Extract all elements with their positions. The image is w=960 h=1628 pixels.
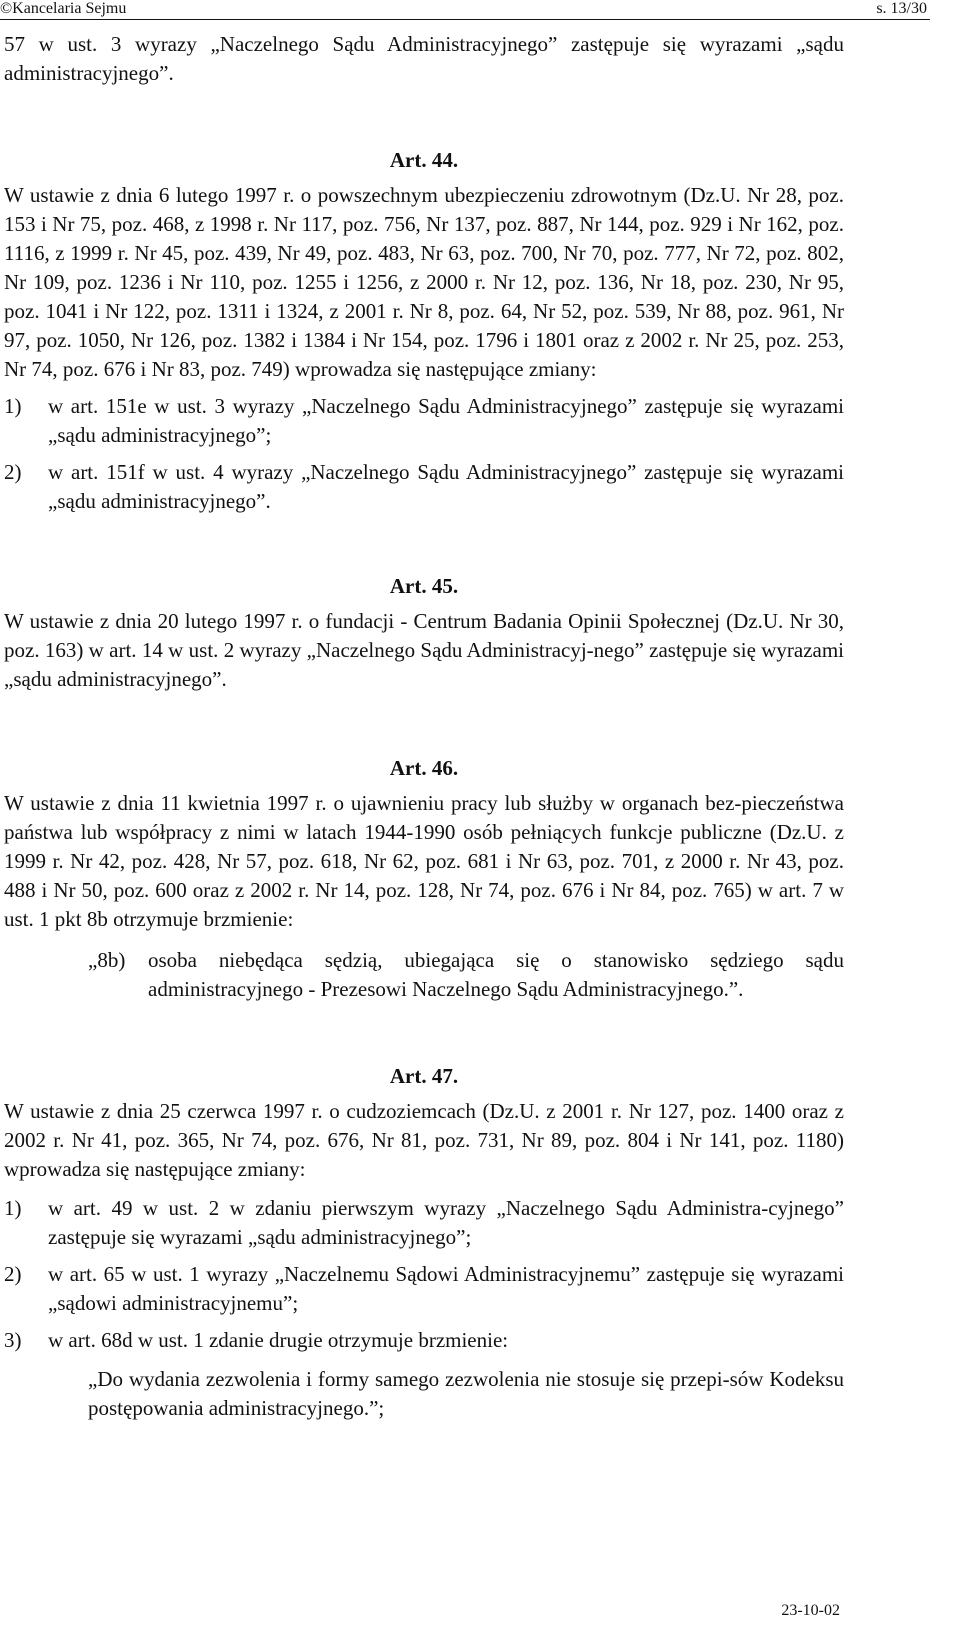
publisher-label: ©Kancelaria Sejmu	[0, 0, 127, 17]
quote-text: osoba niebędąca sędzią, ubiegająca się o stanowisko sędziego sądu administracyjnego - Prezesowi Naczelnego Sądu Administracyjnego.”.	[148, 948, 844, 1001]
list-item-text: w art. 151e w ust. 3 wyrazy „Naczelnego Sądu Administracyjnego” zastępuje się wyrazami „sądu administracyjnego”;	[48, 394, 844, 447]
art-46-text: W ustawie z dnia 11 kwietnia 1997 r. o ujawnieniu pracy lub służby w organach bez-pieczeństwa państwa lub współpracy z nimi w latach 1944-1990 osób pełniących funkcje publiczne (Dz.U. z 1999 r. Nr 42, poz. 428, Nr 57, poz. 618, Nr 62, poz. 681 i Nr 63, poz. 701, z 2000 r. Nr 43, poz. 488 i Nr 50, poz. 600 oraz z 2002 r. Nr 14, poz. 128, Nr 74, poz. 676 i Nr 84, poz. 765) w art. 7 w ust. 1 pkt 8b otrzymuje brzmienie:	[4, 791, 844, 931]
art-47-title: Art. 47.	[389, 1064, 459, 1088]
intro-paragraph: 57 w ust. 3 wyrazy „Naczelnego Sądu Administracyjnego” zastępuje się wyrazami „sądu administracyjnego”.	[4, 32, 844, 85]
list-item-text: w art. 68d w ust. 1 zdanie drugie otrzymuje brzmienie:	[48, 1328, 509, 1352]
art-45-text: W ustawie z dnia 20 lutego 1997 r. o fundacji - Centrum Badania Opinii Społecznej (Dz.U. Nr 30, poz. 163) w art. 14 w ust. 2 wyrazy „Naczelnego Sądu Administracyj-nego” zastępuje się wyrazami „sądu administracyjnego”.	[4, 609, 844, 691]
list-item	[4, 1260, 844, 1318]
quote-number: „8b)	[88, 948, 126, 972]
list-item-number: 2)	[4, 1262, 22, 1286]
art-45-title: Art. 45.	[389, 574, 459, 598]
list-item	[4, 392, 844, 450]
art-46-title: Art. 46.	[389, 756, 459, 780]
list-item	[4, 1194, 844, 1252]
list-item-text: w art. 65 w ust. 1 wyrazy „Naczelnemu Sądowi Administracyjnemu” zastępuje się wyrazami „sądowi administracyjnemu”;	[48, 1262, 844, 1315]
footer-date: 23-10-02	[781, 1602, 840, 1619]
quoted-provision	[88, 946, 844, 1004]
header-divider	[0, 19, 930, 20]
page-header	[0, 0, 960, 22]
list-item	[4, 458, 844, 516]
list-item	[4, 1326, 844, 1355]
art-44-text: W ustawie z dnia 6 lutego 1997 r. o powszechnym ubezpieczeniu zdrowotnym (Dz.U. Nr 28, poz. 153 i Nr 75, poz. 468, z 1998 r. Nr 117, poz. 756, Nr 137, poz. 887, Nr 144, poz. 929 i Nr 162, poz. 1116, z 1999 r. Nr 45, poz. 439, Nr 49, poz. 483, Nr 63, poz. 700, Nr 70, poz. 777, Nr 72, poz. 802, Nr 109, poz. 1236 i Nr 110, poz. 1255 i 1256, z 2000 r. Nr 12, poz. 136, Nr 18, poz. 230, Nr 95, poz. 1041 i Nr 122, poz. 1311 i 1324, z 2001 r. Nr 8, poz. 64, Nr 52, poz. 539, Nr 88, poz. 961, Nr 97, poz. 1050, Nr 126, poz. 1382 i 1384 i Nr 154, poz. 1796 i 1801 oraz z 2002 r. Nr 25, poz. 253, Nr 74, poz. 676 i Nr 83, poz. 749) wprowadza się następujące zmiany:	[4, 183, 844, 381]
list-item-number: 1)	[4, 394, 22, 418]
list-item-number: 1)	[4, 1196, 22, 1220]
list-item-text: w art. 49 w ust. 2 w zdaniu pierwszym wyrazy „Naczelnego Sądu Administra-cyjnego” zastępuje się wyrazami „sądu administracyjnego”;	[48, 1196, 844, 1249]
art-44-title: Art. 44.	[389, 148, 459, 172]
page-number: s. 13/30	[876, 0, 927, 17]
list-item-text: w art. 151f w ust. 4 wyrazy „Naczelnego Sądu Administracyjnego” zastępuje się wyrazami „sądu administracyjnego”.	[48, 460, 844, 513]
list-item-number: 3)	[4, 1328, 22, 1352]
list-item-number: 2)	[4, 460, 22, 484]
art-47-text: W ustawie z dnia 25 czerwca 1997 r. o cudzoziemcach (Dz.U. z 2001 r. Nr 127, poz. 1400 oraz z 2002 r. Nr 41, poz. 365, Nr 74, poz. 676, Nr 81, poz. 731, Nr 89, poz. 804 i Nr 141, poz. 1180) wprowadza się następujące zmiany:	[4, 1099, 844, 1181]
document-body	[4, 30, 844, 1423]
quoted-sentence: „Do wydania zezwolenia i formy samego zezwolenia nie stosuje się przepi-sów Kodeksu postępowania administracyjnego.”;	[88, 1367, 844, 1420]
